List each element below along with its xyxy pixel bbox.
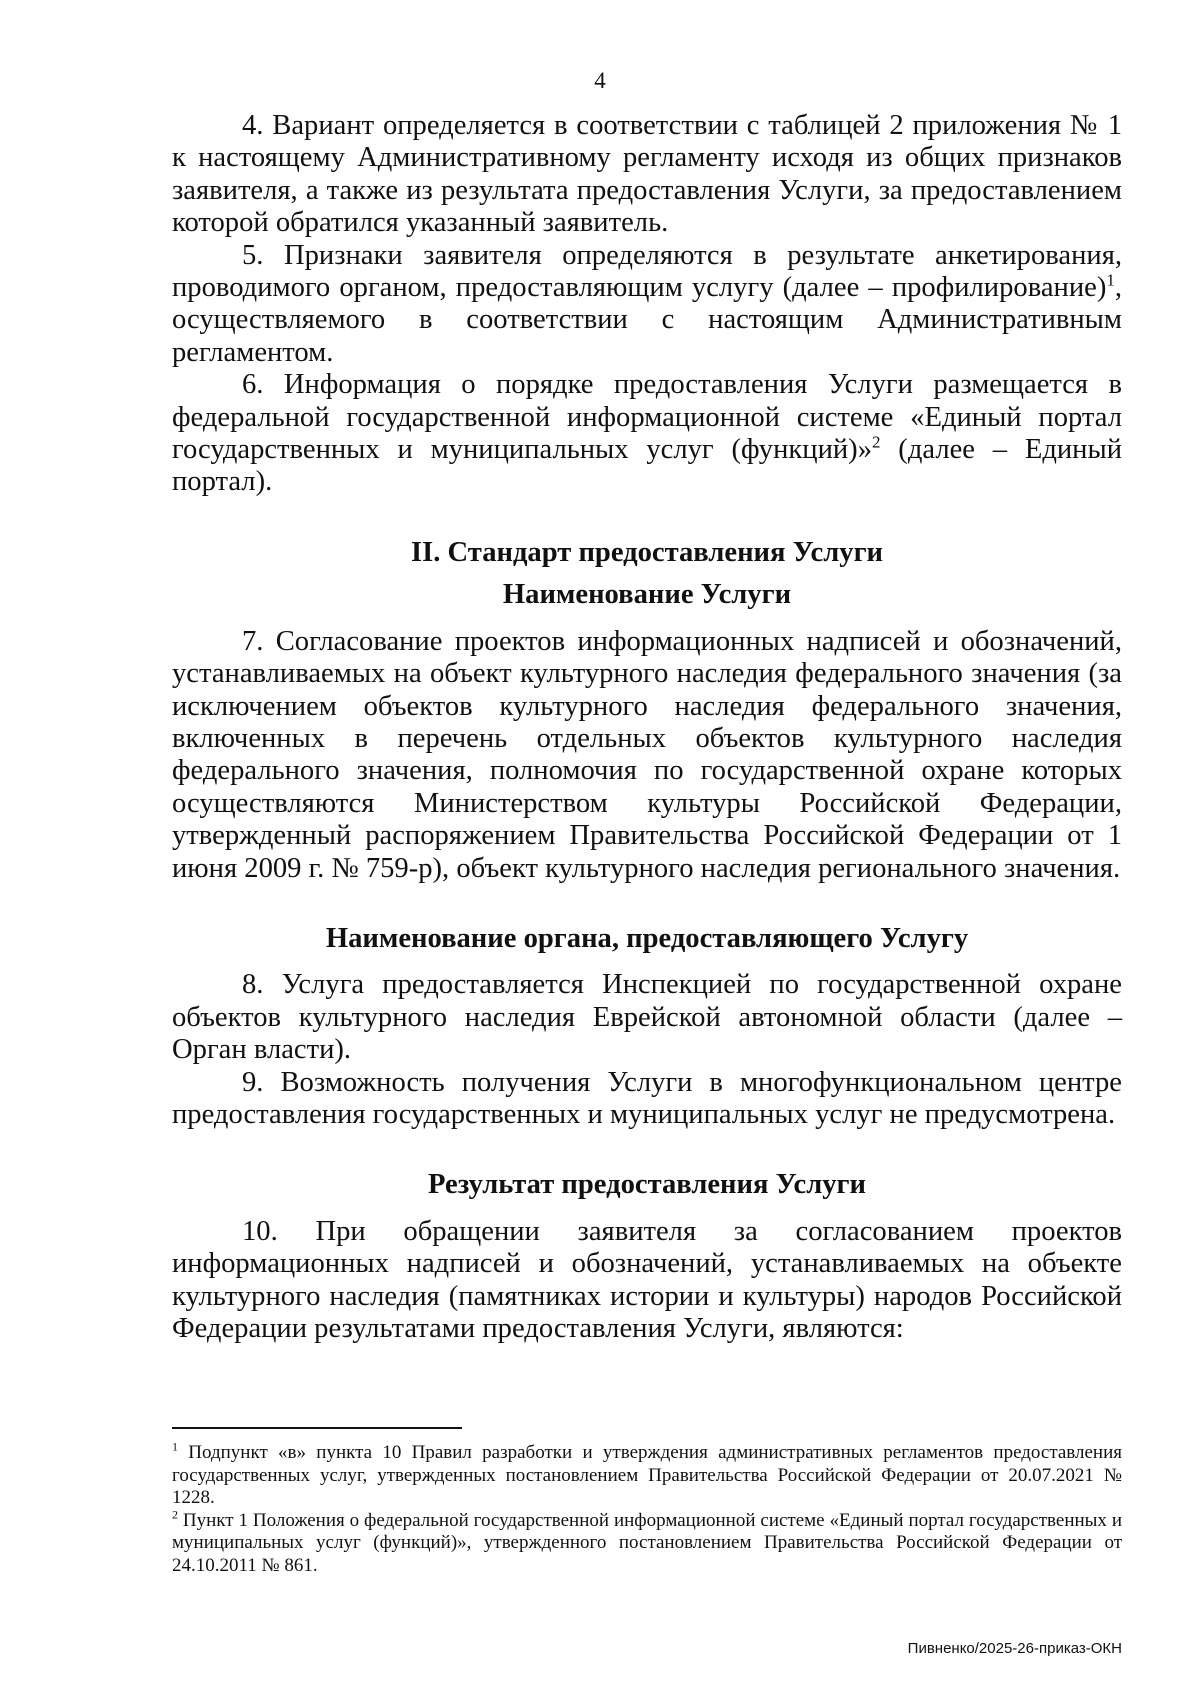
section-heading: II. Стандарт предоставления Услуги — [410, 536, 884, 568]
paragraph-6-text: 6. Информация о порядке предоставления Услуги размещается в федеральной государственной информационной системе «Единый портал государственных и муниципальных услуг (функций)» — [172, 369, 1122, 466]
paragraph-7: 7. Согласование проектов информационных надписей и обозначений, устанавливаемых на объект культурного наследия федерального значения (за исключением объектов культурного наследия федерального значения, включенных в перечень отдельных объектов культурного наследия федерального значения, полномочия по государственной охране которых осуществляются Министерством культуры Российской Федерации, утвержденный распоряжением Правительства Российской Федерации от 1 июня 2009 г. № 759-р), объект культурного наследия регионального значения. — [172, 625, 1122, 884]
page-number: 4 — [594, 68, 606, 93]
footnote-2-text: Пункт 1 Положения о федеральной государственной информационной системе «Единый портал государственных и муниципальных услуг (функций)», утвержденного постановлением Правительства Российской Федерации от 24.10.2011 № 861. — [172, 1509, 1122, 1576]
footnote-separator — [172, 1427, 462, 1429]
footnote-marker-1: 1 — [172, 1439, 178, 1454]
footnote-2 — [172, 1507, 1122, 1578]
footnote-1-text: Подпункт «в» пункта 10 Правил разработки и утверждения административных регламентов предоставления государственных услуг, утвержденных постановлением Правительства Российской Федерации от 20.07.2021 № 1228. — [172, 1442, 1122, 1508]
paragraph-5-tail: , осуществляемого в соответствии с настоящим Административным регламентом. — [172, 272, 1122, 368]
paragraph-5 — [172, 240, 1122, 370]
footnote-marker-2: 2 — [172, 1507, 178, 1522]
result-heading: Результат предоставления Услуги — [427, 1169, 867, 1201]
footnote-1 — [172, 1439, 1122, 1510]
document-body — [172, 110, 1122, 1345]
paragraph-8: 8. Услуга предоставляется Инспекцией по государственной охране объектов культурного наследия Еврейской автономной области (далее – Орган власти). — [172, 969, 1122, 1066]
paragraph-9: 9. Возможность получения Услуги в многофункциональном центре предоставления государственных и муниципальных услуг не предусмотрена. — [172, 1066, 1122, 1130]
footnotes — [172, 1439, 1122, 1577]
authority-name-heading: Наименование органа, предоставляющего Услугу — [325, 922, 969, 954]
paragraph-4: 4. Вариант определяется в соответствии с таблицей 2 приложения № 1 к настоящему Административному регламенту исходя из общих признаков заявителя, а также из результата предоставления Услуги, за предоставлением которой обратился указанный заявитель. — [172, 110, 1122, 239]
paragraph-6 — [172, 369, 1122, 499]
service-name-heading: Наименование Услуги — [502, 579, 792, 611]
document-id: Пивненко/2025-26-приказ-ОКН — [907, 1640, 1122, 1657]
paragraph-10: 10. При обращении заявителя за согласованием проектов информационных надписей и обозначений, устанавливаемых на объекте культурного наследия (памятниках истории и культуры) народов Российской Федерации результатами предоставления Услуги, являются: — [172, 1215, 1122, 1344]
paragraph-6-tail: (далее – Единый портал). — [172, 434, 1122, 498]
footnote-ref-1[interactable]: 1 — [1106, 270, 1115, 290]
paragraph-5-text: 5. Признаки заявителя определяются в результате анкетирования, проводимого органом, предоставляющим услугу (далее – профилирование) — [172, 239, 1122, 304]
footnote-ref-2[interactable]: 2 — [872, 432, 881, 452]
